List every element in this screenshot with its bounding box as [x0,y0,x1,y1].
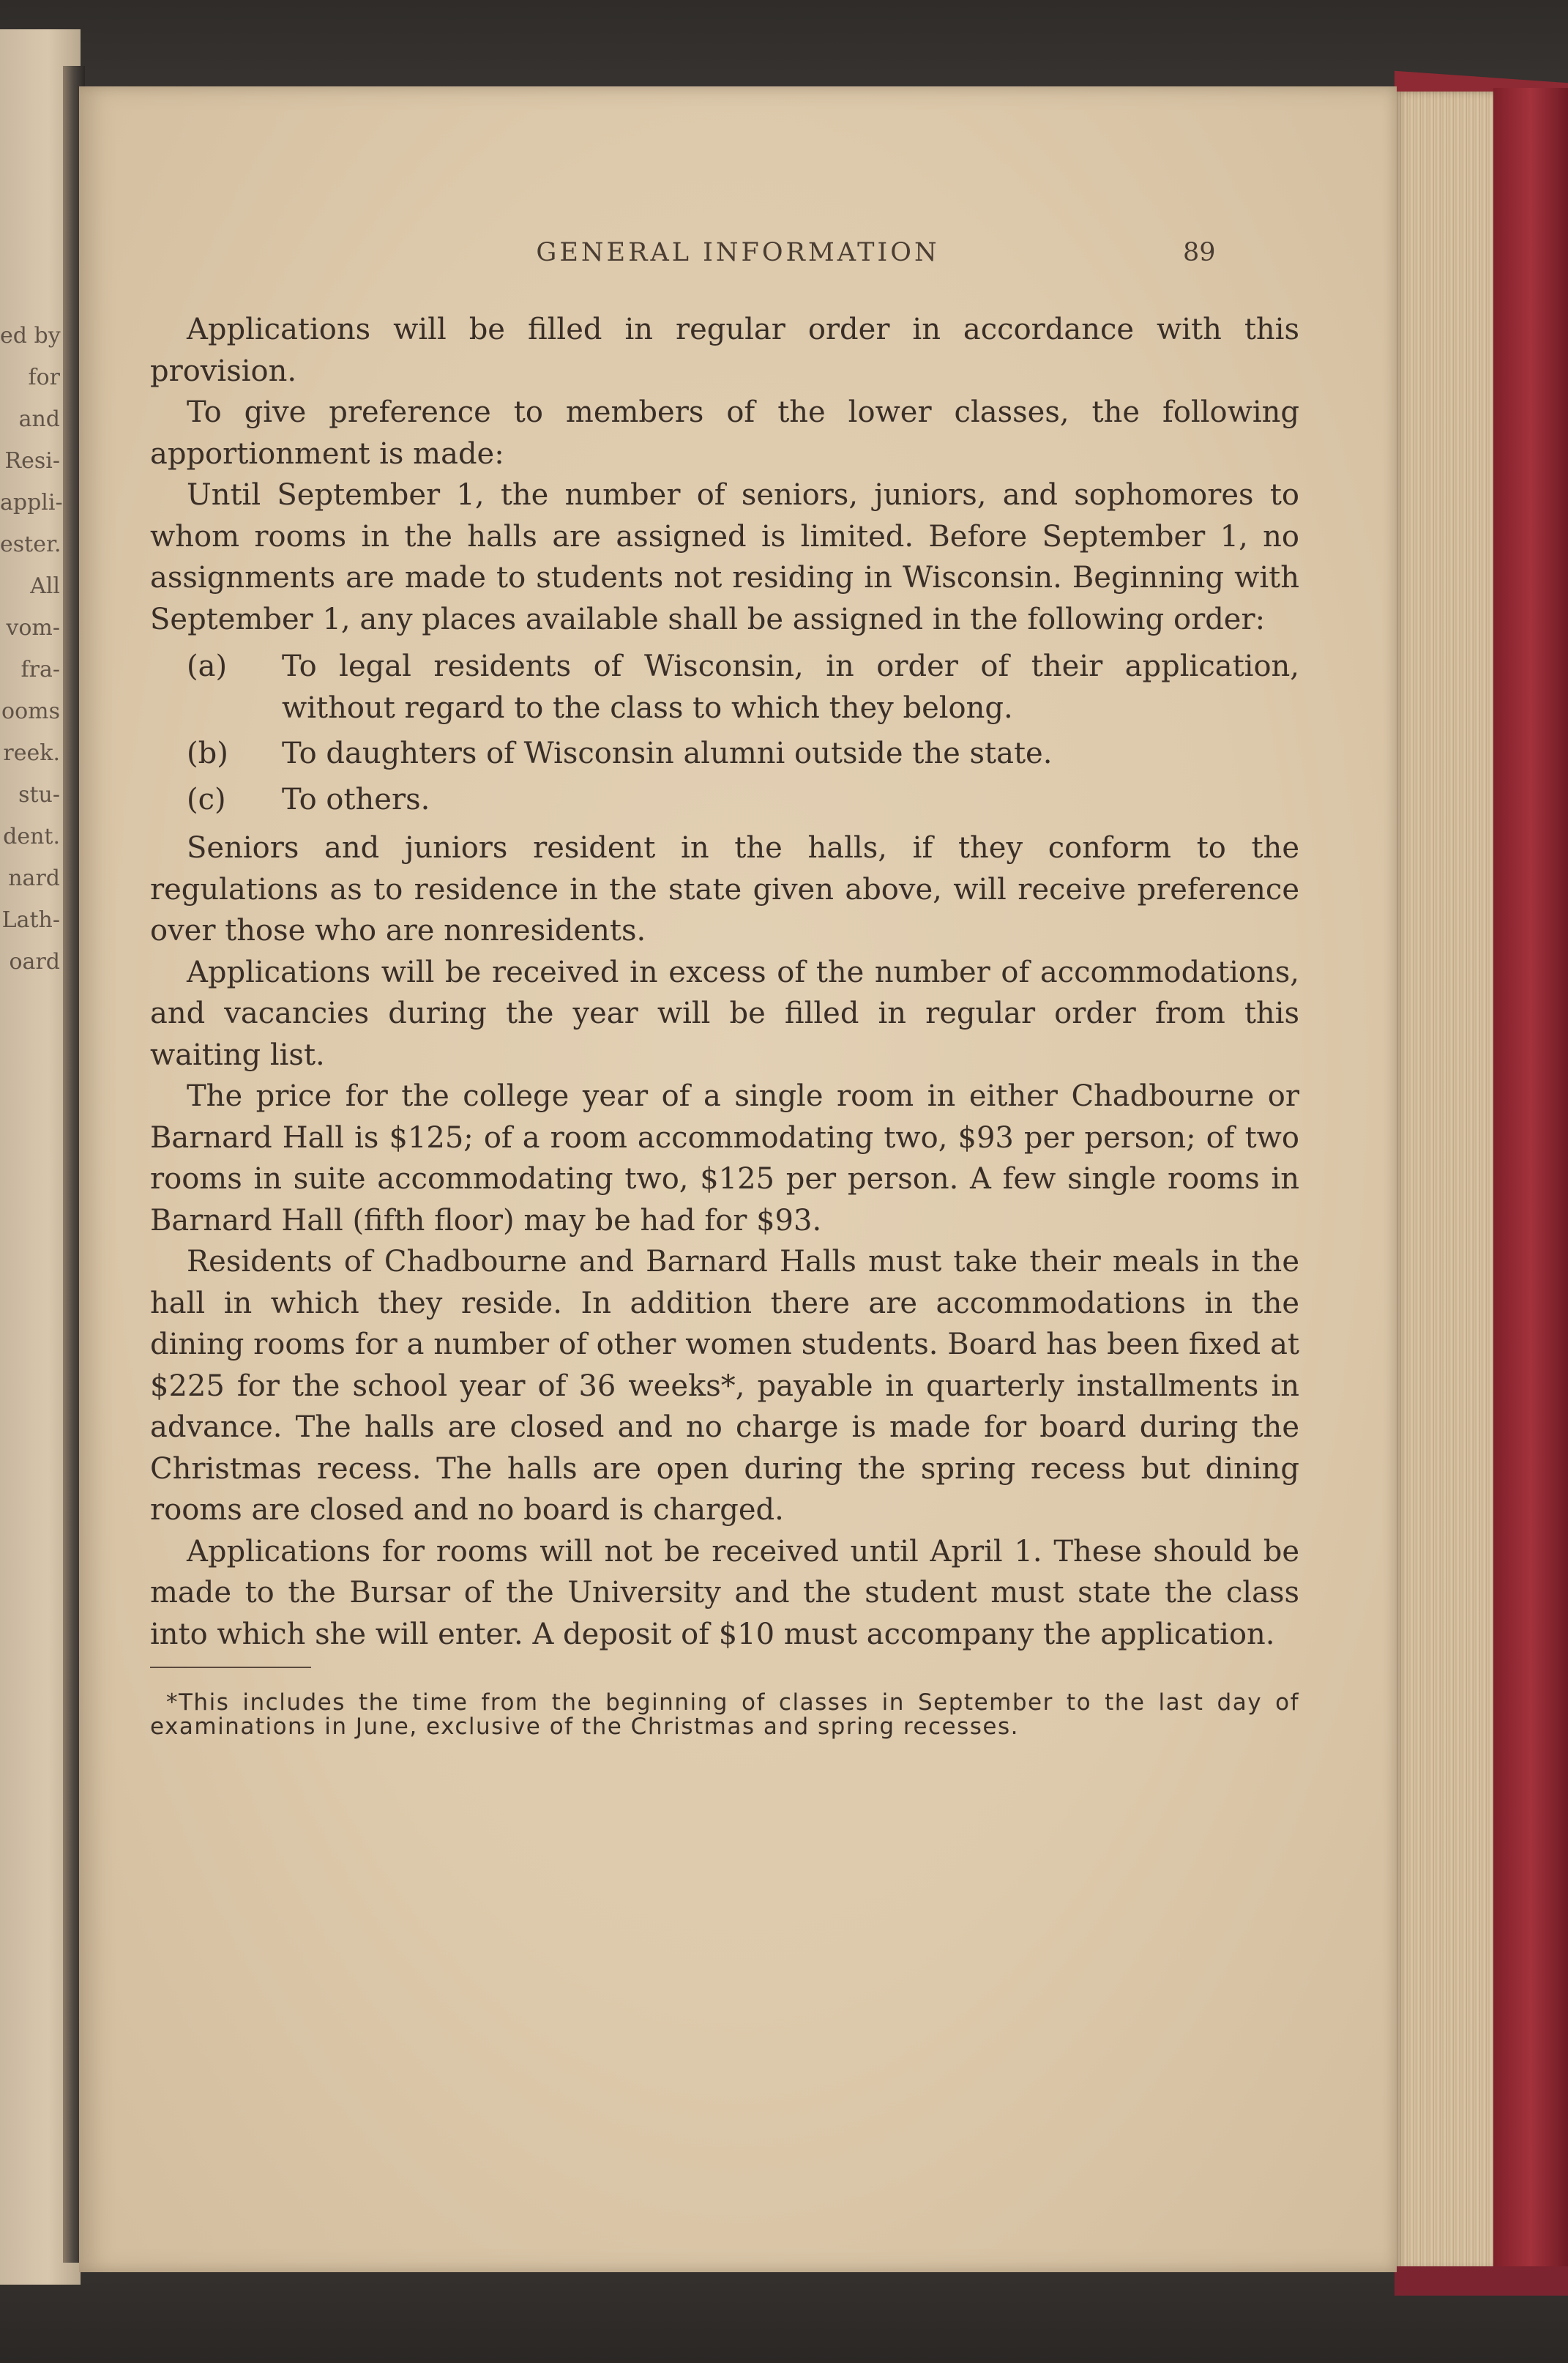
page-block-edges [1395,92,1497,2270]
list-text: To legal residents of Wisconsin, in order of their application, without regard to the class to which they belong. [282,650,1299,725]
paragraph: Applications for rooms will not be received until April 1. These should be made to the Bursar of the University and the student must state the class into which she will enter. A deposit of $10 must accompany the application. [150,1534,1299,1651]
list-text: To daughters of Wisconsin alumni outside the state. [282,737,1053,770]
footnote: *This includes the time from the beginning of classes in September to the last day of examinations in June, exclusive of the Christmas and spring recesses. [150,1689,1299,1740]
paragraph: The price for the college year of a single room in either Chadbourne or Barnard Hall is $125; of a room accommodating two, $93 per person; of two rooms in suite accommodating two, $125 per person. A few single rooms in Barnard Hall (fifth floor) may be had for $93. [150,1079,1299,1238]
list-marker: (a) [187,650,228,683]
footnote-rule [150,1667,311,1668]
paragraph: To give preference to members of the lower classes, the following apportionment is made: [150,395,1299,471]
page-body [150,309,1299,1762]
paragraph: Until September 1, the number of seniors, juniors, and sophomores to whom rooms in the halls are assigned is limited. Before September 1, no assignments are made to students not residing in Wisconsin. Beginning with September 1, any places available shall be assigned in the following order: [150,478,1299,636]
running-header: GENERAL INFORMATION [536,238,940,267]
paragraph: Applications will be received in excess of the number of accommodations, and vacancies during the year will be filled in regular order from this waiting list. [150,955,1299,1072]
left-page-margin-fragments: ed by for and Resi- appli- ester. All vom- fra- ooms reek. stu- dent. nard Lath- oard [0,323,63,975]
book-page [79,86,1397,2272]
list-marker: (c) [187,782,226,816]
paragraph: Residents of Chadbourne and Barnard Halls must take their meals in the hall in which they reside. In addition there are accommodations in the dining rooms for a number of other women students. Board has been fixed at $225 for the school year of 36 weeks*, payable in quarterly installments in advance. The halls are closed and no charge is made for board during the Christmas recess. The halls are open during the spring recess but dining rooms are closed and no board is charged. [150,1245,1299,1527]
page-number: 89 [1183,238,1216,267]
paragraph: Seniors and juniors resident in the halls, if they conform to the regulations as to residence in the state given above, will receive preference over those who are nonresidents. [150,831,1299,948]
book-cover-right [1493,88,1568,2277]
paragraph: Applications will be filled in regular order in accordance with this provision. [150,313,1299,388]
order-list-item [150,779,1299,821]
order-list-item [150,733,1299,775]
list-marker: (b) [187,737,228,770]
order-list-item [150,646,1299,729]
book-cover-bottom [1395,2266,1568,2296]
list-text: To others. [282,782,430,816]
